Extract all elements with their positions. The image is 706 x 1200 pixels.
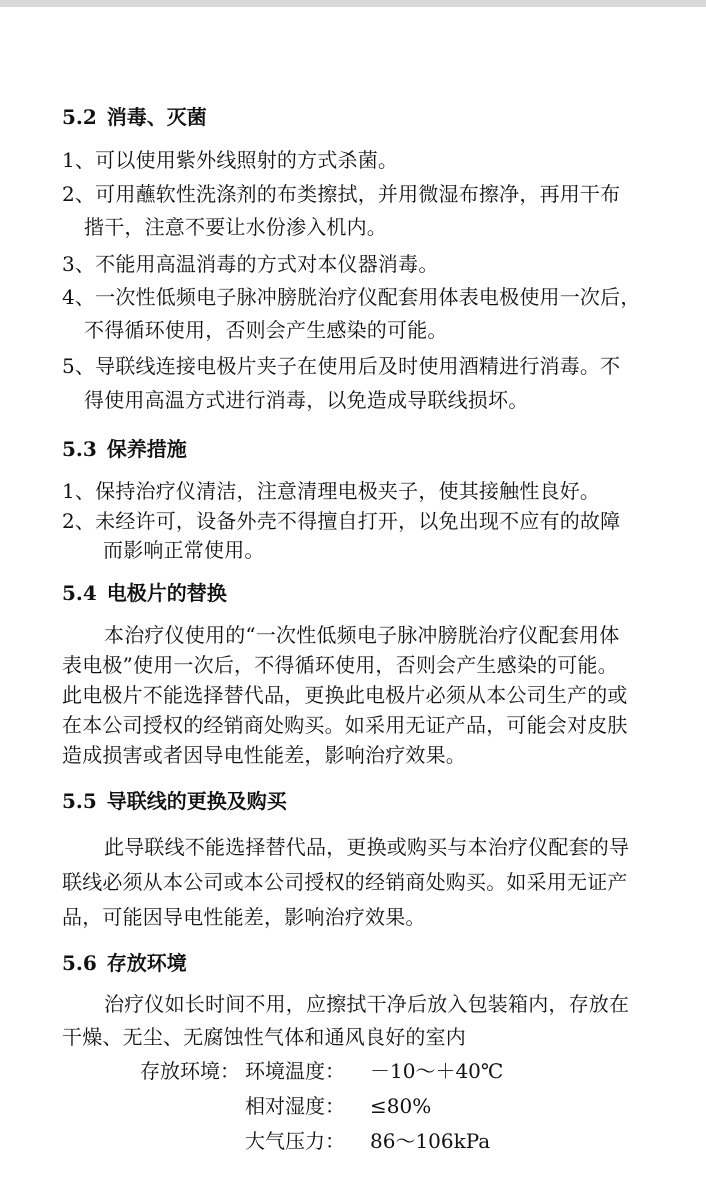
section-title: 存放环境 [106, 951, 187, 975]
text-line: 品，可能因导电性能差，影响治疗效果。 [62, 905, 426, 929]
text-line: 3、不能用高温消毒的方式对本仪器消毒。 [62, 252, 439, 276]
text-line: 1、保持治疗仪清洁，注意清理电极夹子，使其接触性良好。 [62, 479, 601, 503]
section-number: 5.2 [62, 105, 97, 129]
storage-env-label: 存放环境： [140, 1059, 240, 1083]
env-temperature-value: －10～＋40℃ [370, 1059, 504, 1083]
env-pressure-value: 86～106kPa [370, 1129, 491, 1153]
text-line: 2、未经许可，设备外壳不得擅自打开，以免出现不应有的故障 [62, 509, 621, 533]
section-number: 5.5 [62, 789, 97, 813]
text-line: 2、可用蘸软性洗涤剂的布类擦拭，并用微湿布擦净，再用干布 [62, 182, 621, 206]
env-humidity-value: ≤80% [370, 1094, 432, 1118]
env-pressure-label: 大气压力： [245, 1129, 345, 1153]
section-title: 导联线的更换及购买 [106, 789, 287, 813]
section-heading-5-6 [62, 950, 187, 976]
text-line: 干燥、无尘、无腐蚀性气体和通风良好的室内 [62, 1025, 466, 1049]
section-number: 5.3 [62, 437, 97, 461]
text-line: 不得循环使用，否则会产生感染的可能。 [84, 318, 448, 342]
text-line: 1、可以使用紫外线照射的方式杀菌。 [62, 148, 399, 172]
section-title: 消毒、灭菌 [106, 105, 207, 129]
text-line: 造成损害或者因导电性能差，影响治疗效果。 [62, 743, 466, 767]
text-line: 而影响正常使用。 [103, 538, 265, 562]
text-line: 5、导联线连接电极片夹子在使用后及时使用酒精进行消毒。不 [62, 354, 621, 378]
text-line: 此电极片不能选择替代品，更换此电极片必须从本公司生产的或 [62, 683, 628, 707]
section-number: 5.4 [62, 581, 97, 605]
env-temperature-label: 环境温度： [245, 1059, 345, 1083]
text-line: 治疗仪如长时间不用，应擦拭干净后放入包装箱内，存放在 [104, 992, 630, 1016]
text-line: 联线必须从本公司或本公司授权的经销商处购买。如采用无证产 [62, 870, 628, 894]
text-line: 此导联线不能选择替代品，更换或购买与本治疗仪配套的导 [104, 835, 630, 859]
text-line: 4、一次性低频电子脉冲膀胱治疗仪配套用体表电极使用一次后， [62, 285, 641, 309]
text-line: 在本公司授权的经销商处购买。如采用无证产品，可能会对皮肤 [62, 713, 628, 737]
section-number: 5.6 [62, 951, 97, 975]
section-heading-5-2 [62, 104, 207, 130]
section-title: 电极片的替换 [106, 581, 227, 605]
text-line: 揩干，注意不要让水份渗入机内。 [84, 215, 387, 239]
section-title: 保养措施 [106, 437, 187, 461]
section-heading-5-5 [62, 788, 287, 814]
text-line: 本治疗仪使用的“一次性低频电子脉冲膀胱治疗仪配套用体 [104, 623, 620, 647]
text-line: 表电极”使用一次后，不得循环使用，否则会产生感染的可能。 [62, 653, 618, 677]
text-line: 得使用高温方式进行消毒，以免造成导联线损坏。 [84, 388, 529, 412]
section-heading-5-4 [62, 580, 227, 606]
section-heading-5-3 [62, 436, 187, 462]
env-humidity-label: 相对湿度： [245, 1094, 345, 1118]
